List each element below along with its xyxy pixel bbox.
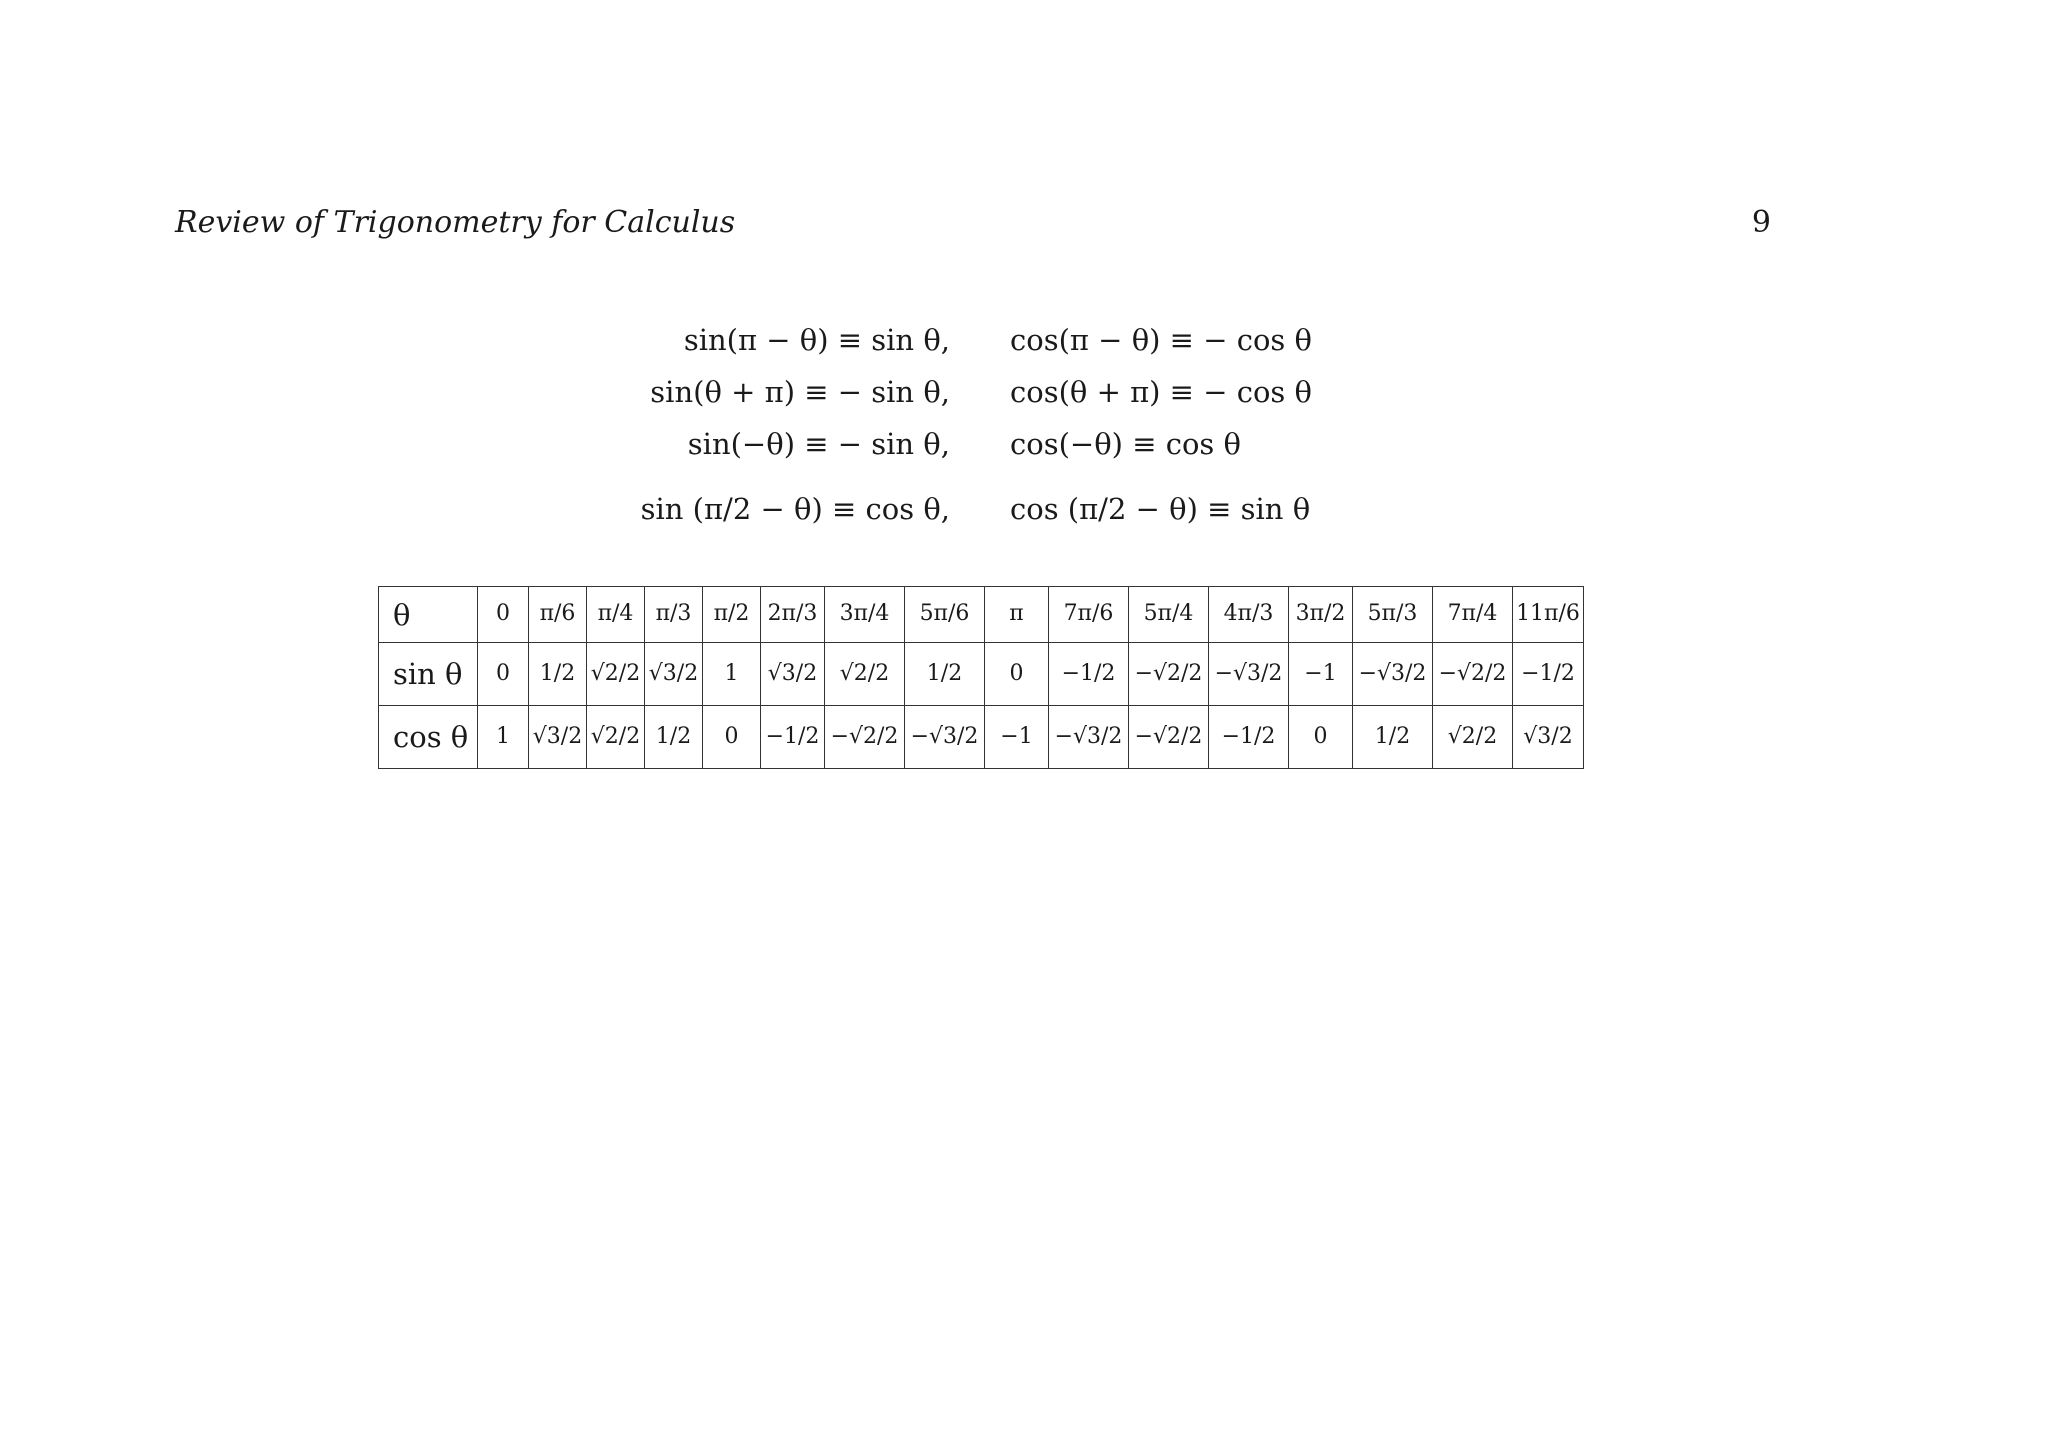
theta-cell: 4π/3 (1209, 587, 1289, 643)
sin-cell: √3/2 (645, 643, 703, 706)
sin-cell: 1/2 (905, 643, 985, 706)
identity-row (640, 366, 1360, 418)
page-number: 9 (1751, 205, 1771, 240)
identity-cos: cos (π/2 − θ) ≡ sin θ (1010, 492, 1311, 526)
theta-cell: 0 (478, 587, 529, 643)
sin-cell: −√3/2 (1353, 643, 1433, 706)
cos-cell: 1/2 (645, 706, 703, 769)
theta-cell: 5π/3 (1353, 587, 1433, 643)
row-label: cos θ (379, 706, 478, 769)
cos-cell: −√2/2 (1129, 706, 1209, 769)
cos-cell: 1/2 (1353, 706, 1433, 769)
sin-cell: √2/2 (587, 643, 645, 706)
sin-cell: √3/2 (761, 643, 825, 706)
trig-values-table (378, 586, 1584, 769)
theta-cell: π (985, 587, 1049, 643)
cos-cell: √3/2 (529, 706, 587, 769)
identity-sin: sin (π/2 − θ) ≡ cos θ, (640, 492, 950, 526)
cos-cell: 1 (478, 706, 529, 769)
sin-cell: −1/2 (1049, 643, 1129, 706)
theta-cell: 11π/6 (1513, 587, 1584, 643)
theta-cell: 5π/6 (905, 587, 985, 643)
cos-row (379, 706, 1584, 769)
sin-cell: −1/2 (1513, 643, 1584, 706)
theta-cell: 3π/2 (1289, 587, 1353, 643)
sin-cell: 1/2 (529, 643, 587, 706)
theta-cell: 3π/4 (825, 587, 905, 643)
theta-cell: π/2 (703, 587, 761, 643)
identity-row (640, 470, 1360, 548)
row-label: θ (379, 587, 478, 643)
sin-cell: 1 (703, 643, 761, 706)
theta-cell: π/6 (529, 587, 587, 643)
sin-row (379, 643, 1584, 706)
theta-cell: π/4 (587, 587, 645, 643)
cos-cell: −√3/2 (905, 706, 985, 769)
identity-cos: cos(−θ) ≡ cos θ (1010, 427, 1241, 461)
theta-cell: 7π/6 (1049, 587, 1129, 643)
cos-cell: −√3/2 (1049, 706, 1129, 769)
cos-cell: 0 (1289, 706, 1353, 769)
sin-cell: −√2/2 (1433, 643, 1513, 706)
cos-cell: √2/2 (587, 706, 645, 769)
identity-sin: sin(θ + π) ≡ − sin θ, (650, 375, 950, 409)
identity-cos: cos(θ + π) ≡ − cos θ (1010, 375, 1312, 409)
cos-cell: −1/2 (761, 706, 825, 769)
identity-row (640, 418, 1360, 470)
cos-cell: −√2/2 (825, 706, 905, 769)
cos-cell: −1 (985, 706, 1049, 769)
theta-cell: π/3 (645, 587, 703, 643)
identity-sin: sin(π − θ) ≡ sin θ, (683, 323, 950, 357)
sin-cell: 0 (985, 643, 1049, 706)
cos-cell: √2/2 (1433, 706, 1513, 769)
identity-sin: sin(−θ) ≡ − sin θ, (687, 427, 950, 461)
cos-cell: −1/2 (1209, 706, 1289, 769)
row-label: sin θ (379, 643, 478, 706)
sin-cell: −1 (1289, 643, 1353, 706)
theta-cell: 7π/4 (1433, 587, 1513, 643)
sin-cell: −√2/2 (1129, 643, 1209, 706)
identity-cos: cos(π − θ) ≡ − cos θ (1010, 323, 1312, 357)
theta-cell: 2π/3 (761, 587, 825, 643)
running-title: Review of Trigonometry for Calculus (175, 205, 736, 240)
cos-cell: √3/2 (1513, 706, 1584, 769)
sin-cell: 0 (478, 643, 529, 706)
theta-cell: 5π/4 (1129, 587, 1209, 643)
sin-cell: −√3/2 (1209, 643, 1289, 706)
identity-row (640, 314, 1360, 366)
identities-block (640, 314, 1360, 548)
sin-cell: √2/2 (825, 643, 905, 706)
theta-row (379, 587, 1584, 643)
cos-cell: 0 (703, 706, 761, 769)
